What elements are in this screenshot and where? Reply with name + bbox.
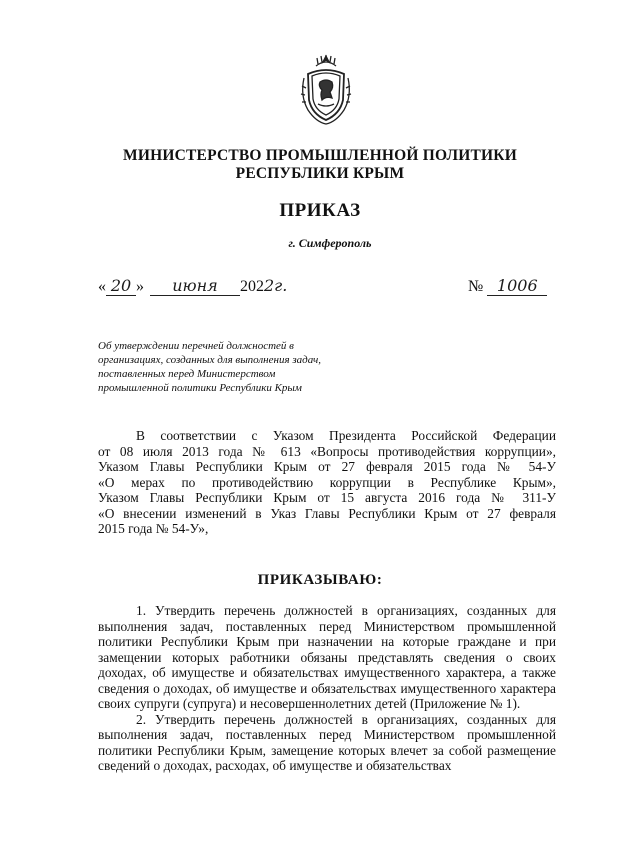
close-quote: »: [136, 278, 144, 295]
preamble: [98, 428, 556, 537]
document-title: ПРИКАЗ: [279, 200, 361, 221]
year-suffix: 2г.: [264, 276, 288, 295]
ministry-name: [0, 147, 640, 183]
order-number: [468, 276, 547, 296]
order-date: [98, 276, 287, 296]
city-name: г. Симферополь: [288, 236, 372, 250]
ministry-line-2: РЕСПУБЛИКИ КРЫМ: [235, 165, 405, 182]
page-bottom-edge: [0, 846, 640, 865]
preamble-line: Указом Главы Республики Крым от 15 августа 2016 года № 311-У: [98, 490, 556, 505]
ministry-line-1: МИНИСТЕРСТВО ПРОМЫШЛЕННОЙ ПОЛИТИКИ: [123, 147, 517, 164]
preamble-line: «О внесении изменений в Указ Главы Республики Крым от 27 февраля: [98, 505, 556, 521]
order-subject: Об утверждении перечней должностей в организациях, созданных для выполнения задач, поставленных перед Министерством промышленной политики Республики Крым: [98, 340, 322, 394]
preamble-line: В соответствии с Указом Президента Российской Федерации: [136, 428, 556, 443]
preamble-line: 2015 года № 54-У»,: [98, 521, 209, 536]
date-month: июня: [150, 276, 240, 296]
preamble-line: «О мерах по противодействию коррупции в Республике Крым»,: [98, 474, 556, 490]
open-quote: «: [98, 278, 106, 295]
preamble-line: от 08 июля 2013 года № 613 «Вопросы противодействия коррупции»,: [98, 443, 556, 459]
order-item-2: 2. Утвердить перечень должностей в организациях, созданных для выполнения задач, поставленных перед Министерством промышленной политики Республики Крым, замещение которых влечет за собой размещение сведений о доходах, расходах, об имуществе и обязательствах: [98, 711, 556, 773]
crimea-coat-of-arms-icon: [296, 52, 356, 126]
number-label: №: [468, 278, 484, 295]
number-value: 1006: [487, 276, 547, 296]
order-items: [98, 603, 556, 774]
year-prefix: 202: [240, 278, 264, 295]
order-item-1: 1. Утвердить перечень должностей в организациях, созданных для выполнения задач, поставленных перед Министерством промышленной политики Республики Крым при назначении на которые граждане и при замещении которых работники обязаны представлять сведения о своих доходах, об имуществе и обязательствах имущественного характера, а также сведения о доходах, об имуществе и обязательствах имущественного характера своих супруги (супруга) и несовершеннолетних детей (Приложение № 1).: [98, 603, 556, 711]
preamble-line: Указом Главы Республики Крым от 27 февраля 2015 года № 54-У: [98, 459, 556, 474]
order-directive: ПРИКАЗЫВАЮ:: [257, 572, 383, 588]
date-day: 20: [106, 276, 136, 296]
